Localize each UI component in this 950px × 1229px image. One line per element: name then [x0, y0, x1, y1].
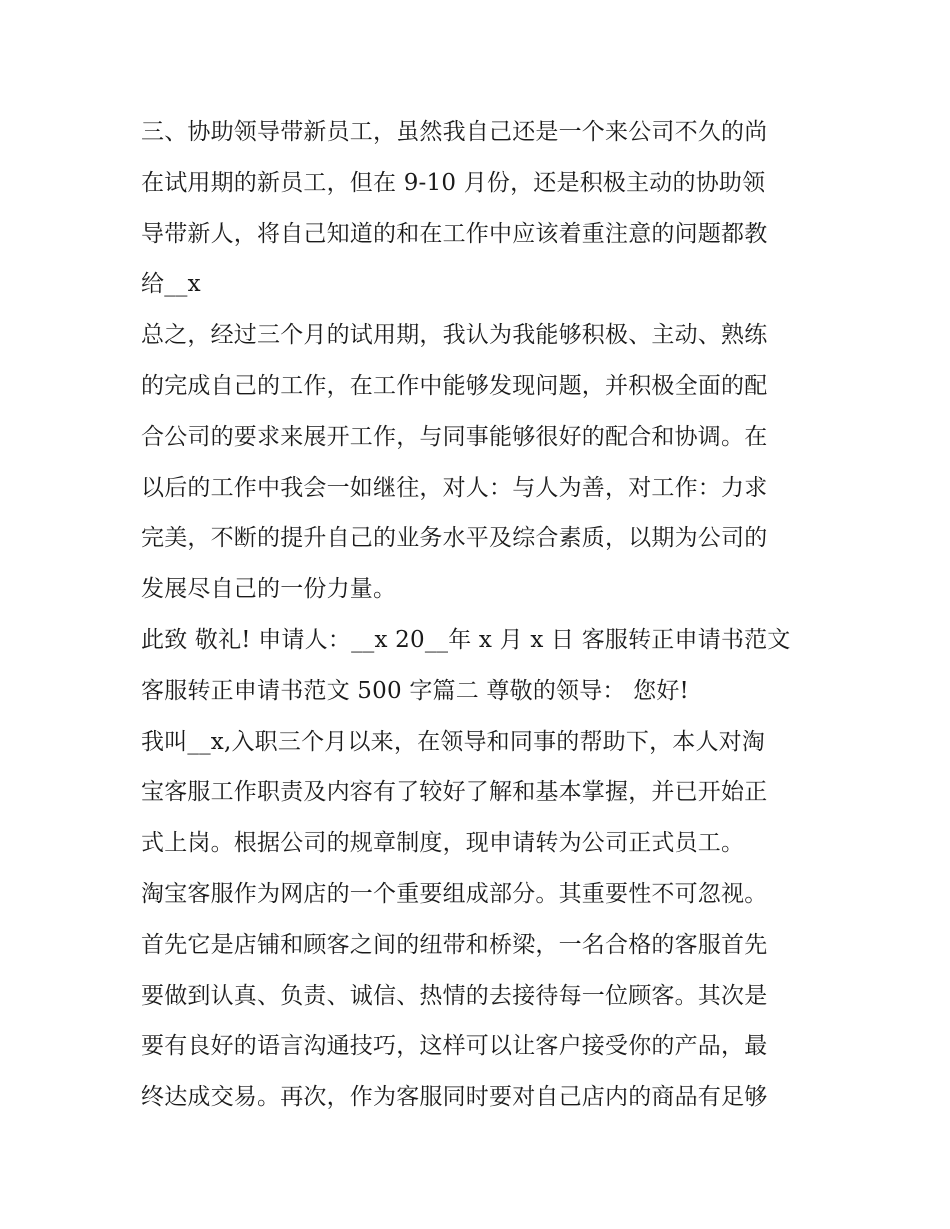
text-line: 我叫__x,入职三个月以来，在领导和同事的帮助下，本人对淘: [141, 728, 766, 755]
text-line: 首先它是店铺和顾客之间的纽带和桥梁，一名合格的客服首先: [141, 931, 768, 958]
text-line: 在试用期的新员工，但在 9-10 月份，还是积极主动的协助领: [141, 169, 766, 196]
text-line: 式上岗。根据公司的规章制度，现申请转为公司正式员工。: [141, 830, 745, 857]
text-line: 此致 敬礼! 申请人：__x 20__年 x 月 x 日 客服转正申请书范文: [141, 626, 791, 653]
text-line: 给__x: [141, 271, 201, 298]
text-line: 的完成自己的工作，在工作中能够发现问题，并积极全面的配: [141, 372, 768, 399]
text-line: 宝客服工作职责及内容有了较好了解和基本掌握，并已开始正: [141, 779, 768, 806]
text-line: 导带新人，将自己知道的和在工作中应该着重注意的问题都教: [141, 220, 768, 247]
text-line: 合公司的要求来展开工作，与同事能够很好的配合和协调。在: [141, 423, 768, 450]
text-line: 要做到认真、负责、诚信、热情的去接待每一位顾客。其次是: [141, 982, 768, 1009]
text-line: 淘宝客服作为网店的一个重要组成部分。其重要性不可忽视。: [141, 880, 768, 907]
text-line: 以后的工作中我会一如继往，对人：与人为善，对工作：力求: [141, 474, 768, 501]
text-line: 发展尽自己的一份力量。: [141, 576, 397, 603]
text-line: 完美，不断的提升自己的业务水平及综合素质，以期为公司的: [141, 525, 768, 552]
text-line: 要有良好的语言沟通技巧，这样可以让客户接受你的产品，最: [141, 1033, 768, 1060]
text-line: 终达成交易。再次，作为客服同时要对自己店内的商品有足够: [141, 1084, 768, 1111]
text-line: 三、协助领导带新员工，虽然我自己还是一个来公司不久的尚: [141, 119, 768, 145]
text-line: 总之，经过三个月的试用期，我认为我能够积极、主动、熟练: [141, 322, 768, 349]
text-line: 客服转正申请书范文 500 字篇二 尊敬的领导： 您好!: [141, 677, 689, 704]
document-body: [141, 107, 821, 1123]
